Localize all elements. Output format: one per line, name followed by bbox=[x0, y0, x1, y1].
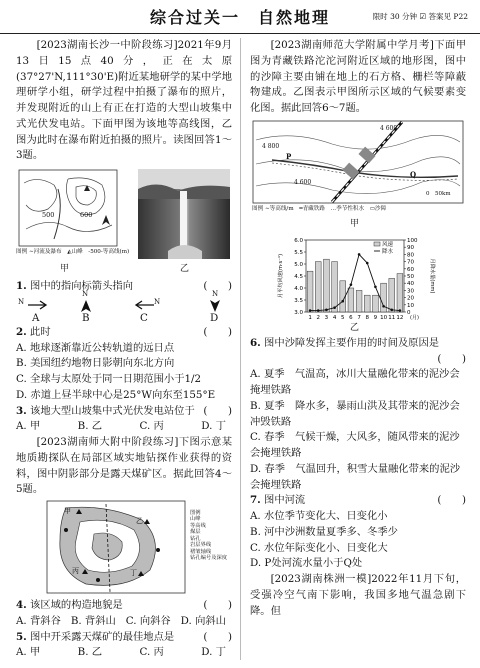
peak-jia: 甲 bbox=[64, 507, 71, 515]
q1-stem: 图中的指向标箭头指向 bbox=[30, 280, 133, 292]
q6-option-c[interactable]: C. 春季 气候干燥，大风多，随风带来的泥沙会掩埋铁路 bbox=[250, 431, 460, 459]
q3-number: 3. bbox=[16, 404, 27, 417]
rain-point-8 bbox=[366, 261, 369, 264]
x-tick-label: 9 bbox=[373, 314, 378, 321]
legend-4: 岩层界线 bbox=[190, 542, 212, 549]
question-6 bbox=[250, 336, 466, 352]
wind-bar-4 bbox=[332, 261, 338, 311]
q2-option-d[interactable]: D. 赤道上昼半球中心是25°W向东至155°E bbox=[16, 388, 216, 401]
x-tick-label: 7 bbox=[357, 314, 361, 321]
q1-option-c[interactable]: C bbox=[140, 311, 148, 324]
q1-arrow-options bbox=[16, 289, 232, 325]
wind-bar-8 bbox=[364, 295, 370, 312]
q2-number: 2. bbox=[16, 325, 27, 338]
x-tick-label: 2 bbox=[316, 314, 320, 321]
figure-2-legend bbox=[190, 510, 232, 562]
intro-3: [2023湖南株洲一模]2022年11月下旬，受强冷空气南下影响，我国多地气温急剧下降。但 bbox=[250, 573, 466, 617]
q1-option-a[interactable]: A bbox=[32, 311, 40, 324]
wind-bar-7 bbox=[356, 290, 362, 312]
q2-stem: 此时 bbox=[30, 325, 51, 338]
rain-point-3 bbox=[325, 308, 328, 311]
y-tick-label: 3.5 bbox=[294, 297, 303, 304]
rain-point-11 bbox=[390, 308, 393, 311]
wind-bar-9 bbox=[373, 295, 379, 312]
q4-options bbox=[16, 614, 232, 630]
q6-stem: 图中沙障发挥主要作用的时间及原因是 bbox=[264, 336, 440, 349]
wind-bar-6 bbox=[348, 288, 354, 312]
legend-5: 褶皱轴线 bbox=[190, 548, 212, 555]
wind-bar-1 bbox=[307, 271, 313, 312]
answer-icon: ☑ bbox=[419, 12, 427, 21]
peak-ding: 丁 bbox=[130, 569, 137, 577]
q1-north-b: N bbox=[82, 289, 89, 298]
intro-2: [2023湖南师大附中阶段练习]下图示意某地质勘探队在局部区域实地钻探作业获得的资料，图中阴影部分是露天煤矿区。据此回答4～5题。 bbox=[16, 436, 232, 496]
contour-label-b: 600 bbox=[80, 211, 93, 219]
q4-option-d[interactable]: D. 向斜山 bbox=[180, 614, 226, 627]
figure-1-cap-yi: 乙 bbox=[180, 264, 190, 274]
q3-answer-blank[interactable]: ( ) bbox=[203, 404, 232, 417]
page-header bbox=[0, 0, 480, 34]
y2-tick-label: 10 bbox=[407, 302, 414, 309]
q3-option-a[interactable]: A. 甲 bbox=[16, 420, 41, 433]
q5-option-c[interactable]: C. 丙 bbox=[139, 646, 164, 659]
y2-tick-label: 50 bbox=[407, 273, 414, 280]
x-tick-label: 5 bbox=[341, 314, 345, 321]
legend-wind: 风速 bbox=[382, 241, 394, 248]
y-tick-label: 4.5 bbox=[294, 273, 303, 280]
q4-number: 4. bbox=[16, 599, 27, 611]
legend-title: 图例 bbox=[190, 510, 201, 516]
climate-chart bbox=[276, 232, 436, 324]
terrain-label-p: P bbox=[286, 151, 292, 161]
terrain-label-1: 4 800 bbox=[262, 142, 280, 150]
q7-option-b[interactable]: B. 河中沙洲数量夏季多、冬季少 bbox=[250, 525, 398, 538]
contour-map-jia bbox=[18, 169, 118, 247]
rain-point-9 bbox=[374, 285, 377, 288]
q6-blank-row bbox=[250, 352, 466, 368]
q5-number: 5. bbox=[16, 630, 27, 643]
peak-yi: 乙 bbox=[136, 517, 143, 525]
arrow-right-icon bbox=[26, 299, 50, 311]
q4-option-b[interactable]: B. 背斜山 bbox=[70, 614, 116, 627]
y2-tick-label: 20 bbox=[407, 295, 414, 302]
compass-icon bbox=[102, 215, 110, 225]
wind-bar-10 bbox=[381, 283, 387, 312]
contour-label-a: 500 bbox=[42, 211, 55, 219]
q4-option-a[interactable]: A. 背斜谷 bbox=[16, 614, 61, 627]
terrain-legend: 图例 ∼等高线/m ═青藏铁路 …季节性积水 ▭沙障 bbox=[252, 205, 387, 212]
waterfall-photo bbox=[138, 169, 230, 259]
q5-option-d[interactable]: D. 丁 bbox=[201, 646, 226, 659]
question-7 bbox=[250, 493, 466, 509]
q1-north-a: N bbox=[18, 297, 25, 306]
q6-option-a[interactable]: A. 夏季 气温高，冰川大量融化带来的泥沙会掩埋铁路 bbox=[250, 368, 460, 396]
rain-point-10 bbox=[382, 305, 385, 308]
q6-number: 6. bbox=[250, 336, 261, 349]
q1-north-c: N bbox=[154, 297, 161, 306]
terrain-label-0: 4 600 bbox=[380, 124, 398, 132]
q5-option-b[interactable]: B. 乙 bbox=[77, 646, 103, 659]
y2-tick-label: 30 bbox=[407, 288, 414, 295]
wind-bar-11 bbox=[389, 278, 395, 312]
question-2 bbox=[16, 325, 232, 341]
legend-3: 钻孔 bbox=[190, 535, 201, 542]
time-limit bbox=[373, 11, 468, 22]
q6-option-d[interactable]: D. 春季 气温回升，积雪大量融化带来的泥沙会掩埋铁路 bbox=[250, 462, 461, 491]
q2-option-b[interactable]: B. 美国纽约地物日影朝向东北方向 bbox=[16, 357, 175, 370]
y-tick-label: 5.5 bbox=[294, 249, 303, 256]
terrain-scale: 0 50km bbox=[426, 190, 451, 197]
legend-2: 煤层 bbox=[190, 529, 201, 536]
y2-axis-label: 月降水量(mm) bbox=[429, 258, 435, 294]
q5-option-a[interactable]: A. 甲 bbox=[16, 646, 41, 659]
page-title: 综合过关一 自然地理 bbox=[149, 8, 330, 27]
rain-point-5 bbox=[341, 300, 344, 303]
y2-tick-label: 90 bbox=[407, 244, 414, 251]
right-column bbox=[250, 38, 466, 619]
question-5 bbox=[16, 630, 232, 646]
legend-0: 山峰 bbox=[190, 516, 201, 523]
q7-option-a[interactable]: A. 水位季节变化大、日变化小 bbox=[250, 510, 388, 522]
q3-stem: 该地大型山坡集中式光伏发电站位于 bbox=[30, 404, 195, 417]
figure-climate-chart bbox=[250, 232, 466, 336]
q4-answer-blank[interactable]: ( ) bbox=[203, 599, 232, 611]
q4-option-c[interactable]: C. 向斜谷 bbox=[125, 614, 171, 627]
y-tick-label: 5.0 bbox=[294, 261, 303, 268]
rain-point-12 bbox=[399, 309, 402, 312]
q1-option-d[interactable]: D bbox=[210, 311, 219, 324]
q5-stem: 图中开采露天煤矿的最佳地点是 bbox=[30, 630, 175, 643]
y2-tick-label: 70 bbox=[407, 259, 414, 266]
x-tick-label: 11 bbox=[388, 314, 396, 321]
legend-rain: 降水 bbox=[382, 248, 394, 255]
q3-option-d[interactable]: D. 丁 bbox=[201, 420, 226, 433]
x-tick-label: 1 bbox=[308, 314, 312, 321]
q1-number: 1. bbox=[16, 280, 27, 292]
q6-answer-blank[interactable]: ( ) bbox=[437, 352, 466, 365]
arrow-left-icon bbox=[132, 299, 156, 311]
answer-ref: 答案见 P22 bbox=[428, 12, 468, 21]
question-1 bbox=[16, 279, 232, 295]
terrain-label-q: Q bbox=[410, 169, 417, 179]
q1-answer-blank[interactable]: ( ) bbox=[203, 280, 232, 292]
legend-wind-swatch bbox=[374, 242, 380, 246]
figure-1 bbox=[16, 167, 232, 279]
rain-point-7 bbox=[358, 253, 361, 256]
x-unit: (月) bbox=[410, 314, 419, 321]
y2-tick-label: 40 bbox=[407, 280, 414, 287]
q1-north-d: N bbox=[212, 289, 219, 298]
legend-6: 钻孔编号及深度 bbox=[190, 555, 228, 562]
left-column bbox=[16, 38, 232, 661]
q5-answer-blank[interactable]: ( ) bbox=[203, 630, 232, 643]
y2-tick-label: 80 bbox=[407, 252, 414, 259]
x-tick-label: 12 bbox=[396, 314, 404, 321]
peak-bing: 丙 bbox=[72, 567, 79, 575]
rain-point-4 bbox=[333, 306, 336, 309]
q2-answer-blank[interactable]: ( ) bbox=[203, 325, 232, 338]
y2-tick-label: 100 bbox=[407, 237, 418, 244]
time-limit-text: 限时 30 分钟 bbox=[372, 12, 417, 21]
question-4 bbox=[16, 598, 232, 614]
rain-point-2 bbox=[317, 309, 320, 312]
y-tick-label: 3.0 bbox=[294, 309, 303, 316]
rain-point-1 bbox=[309, 309, 312, 312]
q3-options bbox=[16, 419, 232, 435]
wind-bar-3 bbox=[324, 259, 330, 312]
rain-point-6 bbox=[350, 283, 353, 286]
x-tick-label: 3 bbox=[324, 314, 329, 321]
figure-1-legend: 图例 ∼河流及瀑布 ◭山峰 -500-等高线(m) bbox=[16, 249, 130, 255]
q2-option-c[interactable]: C. 全球与太原处于同一日期范围小于1/2 bbox=[16, 373, 202, 385]
figure-2 bbox=[16, 500, 232, 596]
column-divider bbox=[240, 38, 241, 660]
terrain-cap: 甲 bbox=[350, 218, 360, 229]
wind-bar-12 bbox=[397, 273, 403, 311]
q7-option-c[interactable]: C. 水位年际变化小、日变化大 bbox=[250, 541, 388, 554]
q7-stem: 图中河流 bbox=[264, 494, 306, 507]
q4-stem: 该区域的构造地貌是 bbox=[30, 599, 123, 611]
wind-bar-2 bbox=[315, 261, 321, 311]
q5-options bbox=[16, 645, 232, 661]
figure-terrain bbox=[250, 120, 466, 232]
x-tick-label: 6 bbox=[349, 314, 353, 321]
terrain-label-2: 4 600 bbox=[294, 178, 312, 186]
y2-tick-label: 60 bbox=[407, 266, 414, 273]
chart-cap: 乙 bbox=[350, 322, 360, 333]
y-axis-label: 月平均风速(m·s⁻¹) bbox=[278, 253, 284, 298]
intro-right: [2023湖南师范大学附属中学月考]下面甲图为青藏铁路沱沱河附近区域的地形图，图中的沙障主要由铺在地上的石方格、栅栏等障蔽物建成。乙图表示甲图所示区域的气候要素变化图。据此回答6～7题。 bbox=[250, 39, 466, 114]
figure-1-cap-jia: 甲 bbox=[60, 264, 70, 274]
y-tick-label: 6.0 bbox=[294, 237, 303, 244]
y2-tick-label: 0 bbox=[407, 309, 411, 316]
x-tick-label: 10 bbox=[380, 314, 388, 321]
x-tick-label: 4 bbox=[332, 314, 337, 321]
y-tick-label: 4.0 bbox=[294, 285, 303, 292]
q6-option-b[interactable]: B. 夏季 降水多，暴雨山洪及其带来的泥沙会冲毁铁路 bbox=[250, 399, 460, 428]
q1-option-b[interactable]: B bbox=[82, 311, 90, 324]
question-3 bbox=[16, 404, 232, 420]
intro-1: [2023湖南长沙一中阶段练习]2021年9月13日15点40分，正在太原(37°27'N,111°30'E)附近某地研学的某中学地理研学小组，研学过程中拍摄了瀑布的照片，并发现附近的山上有正在打造的大型山坡集中式光伏发电站。下面甲图为该地等高线图，乙图为此时在瀑布附近拍摄的照片。读图回答1～3题。 bbox=[16, 39, 232, 162]
q7-option-d[interactable]: D. P处河流水量小于Q处 bbox=[250, 557, 363, 570]
legend-1: 等高线 bbox=[190, 522, 206, 529]
q7-answer-blank[interactable]: ( ) bbox=[437, 494, 466, 507]
q2-option-a[interactable]: A. 地球逐渐靠近公转轨道的远日点 bbox=[16, 341, 175, 354]
q7-number: 7. bbox=[250, 494, 261, 507]
q3-option-b[interactable]: B. 乙 bbox=[77, 420, 103, 433]
q3-option-c[interactable]: C. 丙 bbox=[139, 420, 164, 433]
x-tick-label: 8 bbox=[365, 314, 369, 321]
